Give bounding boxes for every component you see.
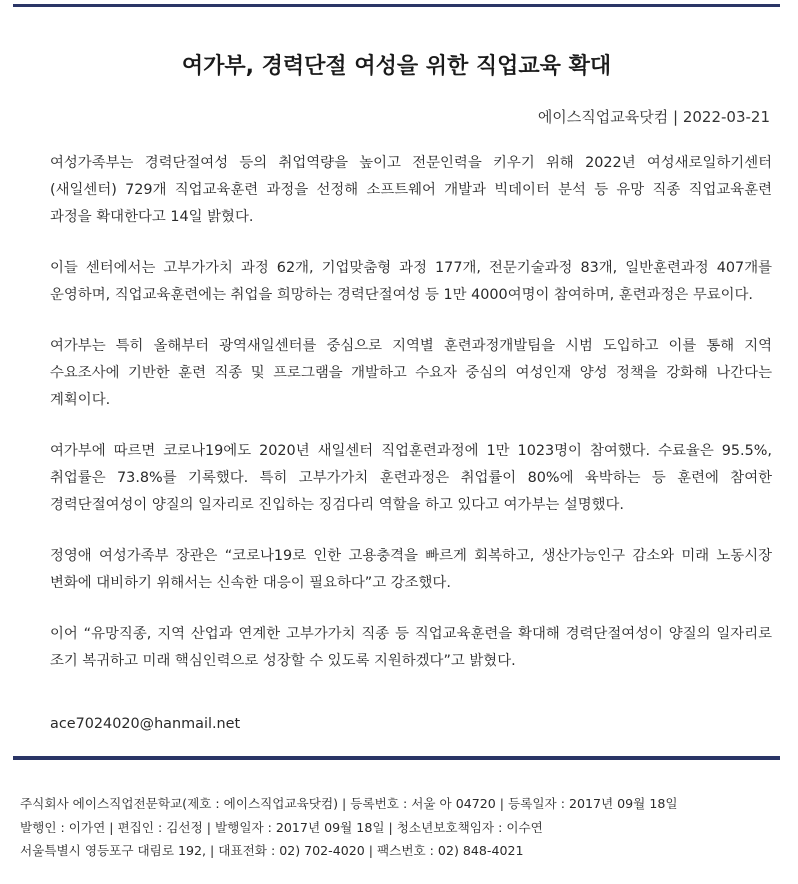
article-title: 여가부, 경력단절 여성을 위한 직업교육 확대 bbox=[181, 53, 612, 79]
top-divider bbox=[13, 4, 780, 7]
footer-publisher-info: 발행인 : 이가연 | 편집인 : 김선정 | 발행일자 : 2017년 09월 18일 | 청소년보호책임자 : 이수연 bbox=[20, 819, 543, 835]
footer-company-info: 주식회사 에이스직업전문학교(제호 : 에이스직업교육닷컴) | 등록번호 : 서울 아 04720 | 등록일자 : 2017년 09월 18일 bbox=[20, 796, 678, 811]
footer-contact-info: 서울특별시 영등포구 대림로 192, | 대표전화 : 02) 702-4020 | 팩스번호 : 02) 848-4021 bbox=[20, 843, 524, 858]
article-paragraph: 이들 센터에서는 고부가가치 과정 62개, 기업맞춤형 과정 177개, 전문기술과정 83개, 일반훈련과정 407개를 운영하며, 직업교육훈련에는 취업을 희망하는 경력단절여성 등 1만 4000여명이 참여하며, 훈련과정은 무료이다. bbox=[50, 260, 772, 303]
site-footer bbox=[20, 792, 780, 863]
article-paragraph: 이어 “유망직종, 지역 산업과 연계한 고부가가치 직종 등 직업교육훈련을 확대해 경력단절여성이 양질의 일자리로 조기 복귀하고 미래 핵심인력으로 성장할 수 있도록 지원하겠다”고 밝혔다. bbox=[50, 626, 772, 669]
article-paragraph: 여가부는 특히 올해부터 광역새일센터를 중심으로 지역별 훈련과정개발팀을 시범 도입하고 이를 통해 지역 수요조사에 기반한 훈련 직종 및 프로그램을 개발하고 수요자 중심의 여성인재 양성 정책을 강화해 나간다는 계획이다. bbox=[50, 338, 772, 408]
article-paragraph: 여가부에 따르면 코로나19에도 2020년 새일센터 직업훈련과정에 1만 1023명이 참여했다. 수료율은 95.5%, 취업률은 73.8%를 기록했다. 특히 고부가가치 훈련과정은 취업률이 80%에 육박하는 등 훈련에 참여한 경력단절여성이 양질의 일자리로 진입하는 징검다리 역할을 하고 있다고 여가부는 설명했다. bbox=[50, 443, 772, 513]
article-byline: 에이스직업교육닷컴 | 2022-03-21 bbox=[537, 108, 770, 126]
author-email: ace7024020@hanmail.net bbox=[50, 716, 241, 732]
article-paragraph: 여성가족부는 경력단절여성 등의 취업역량을 높이고 전문인력을 키우기 위해 2022년 여성새로일하기센터(새일센터) 729개 직업교육훈련 과정을 선정해 소프트웨어 개발과 빅데이터 분석 등 유망 직종 직업교육훈련 과정을 확대한다고 14일 밝혔다. bbox=[50, 155, 772, 225]
article-paragraph: 정영애 여성가족부 장관은 “코로나19로 인한 고용충격을 빠르게 회복하고, 생산가능인구 감소와 미래 노동시장 변화에 대비하기 위해서는 신속한 대응이 필요하다”고 강조했다. bbox=[50, 548, 772, 591]
article-body bbox=[50, 150, 772, 699]
bottom-divider bbox=[13, 756, 780, 760]
